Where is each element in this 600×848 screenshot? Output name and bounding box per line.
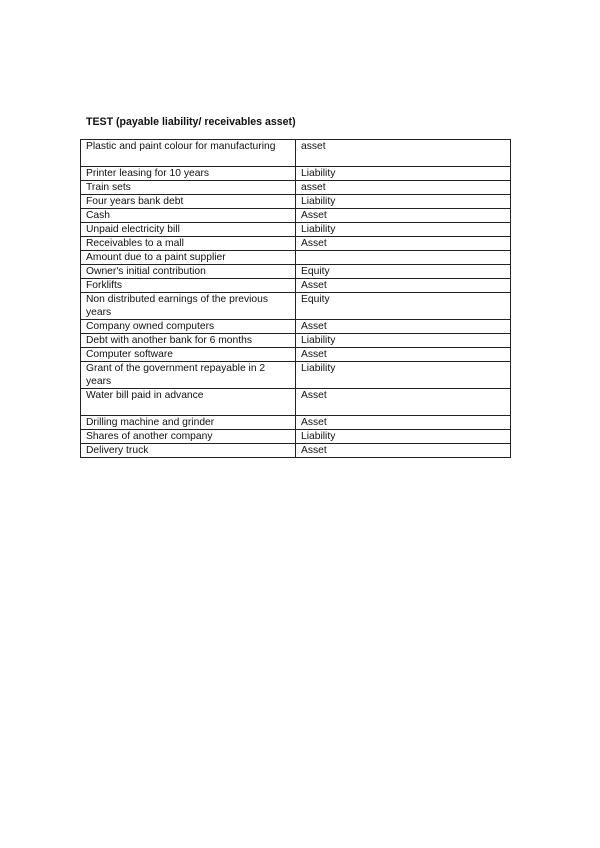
- item-cell: Plastic and paint colour for manufacturing: [81, 140, 296, 167]
- category-cell: Asset: [296, 389, 511, 416]
- table-row: [81, 167, 511, 181]
- table-row: [81, 348, 511, 362]
- item-cell: Computer software: [81, 348, 296, 362]
- item-cell: Shares of another company: [81, 430, 296, 444]
- item-cell: Train sets: [81, 181, 296, 195]
- table-row: [81, 416, 511, 430]
- table-row: [81, 181, 511, 195]
- category-cell: Asset: [296, 209, 511, 223]
- page-title: TEST (payable liability/ receivables asset): [86, 116, 296, 128]
- table-row: [81, 334, 511, 348]
- category-cell: Asset: [296, 348, 511, 362]
- table-row: [81, 251, 511, 265]
- category-cell: Asset: [296, 444, 511, 458]
- item-cell: Delivery truck: [81, 444, 296, 458]
- category-cell: asset: [296, 140, 511, 167]
- category-cell: asset: [296, 181, 511, 195]
- table-row: [81, 444, 511, 458]
- category-cell: Liability: [296, 195, 511, 209]
- item-cell: Printer leasing for 10 years: [81, 167, 296, 181]
- category-cell: Liability: [296, 167, 511, 181]
- classification-table: [80, 139, 511, 458]
- table-row: [81, 237, 511, 251]
- item-cell: Four years bank debt: [81, 195, 296, 209]
- item-cell: Water bill paid in advance: [81, 389, 296, 416]
- category-cell: [296, 251, 511, 265]
- item-cell: Cash: [81, 209, 296, 223]
- category-cell: Asset: [296, 416, 511, 430]
- table-row: [81, 223, 511, 237]
- item-cell: Grant of the government repayable in 2 years: [81, 362, 296, 389]
- item-cell: Owner's initial contribution: [81, 265, 296, 279]
- table-row: [81, 389, 511, 416]
- category-cell: Equity: [296, 265, 511, 279]
- table-row: [81, 209, 511, 223]
- table-row: [81, 140, 511, 167]
- item-cell: Drilling machine and grinder: [81, 416, 296, 430]
- table-row: [81, 293, 511, 320]
- table-row: [81, 265, 511, 279]
- table-row: [81, 279, 511, 293]
- category-cell: Equity: [296, 293, 511, 320]
- table-row: [81, 320, 511, 334]
- item-cell: Forklifts: [81, 279, 296, 293]
- table-row: [81, 195, 511, 209]
- category-cell: Liability: [296, 430, 511, 444]
- category-cell: Liability: [296, 334, 511, 348]
- item-cell: Company owned computers: [81, 320, 296, 334]
- category-cell: Liability: [296, 362, 511, 389]
- item-cell: Debt with another bank for 6 months: [81, 334, 296, 348]
- category-cell: Asset: [296, 320, 511, 334]
- category-cell: Asset: [296, 279, 511, 293]
- item-cell: Unpaid electricity bill: [81, 223, 296, 237]
- item-cell: Amount due to a paint supplier: [81, 251, 296, 265]
- item-cell: Non distributed earnings of the previous years: [81, 293, 296, 320]
- category-cell: Asset: [296, 237, 511, 251]
- table-row: [81, 362, 511, 389]
- item-cell: Receivables to a mall: [81, 237, 296, 251]
- table-row: [81, 430, 511, 444]
- category-cell: Liability: [296, 223, 511, 237]
